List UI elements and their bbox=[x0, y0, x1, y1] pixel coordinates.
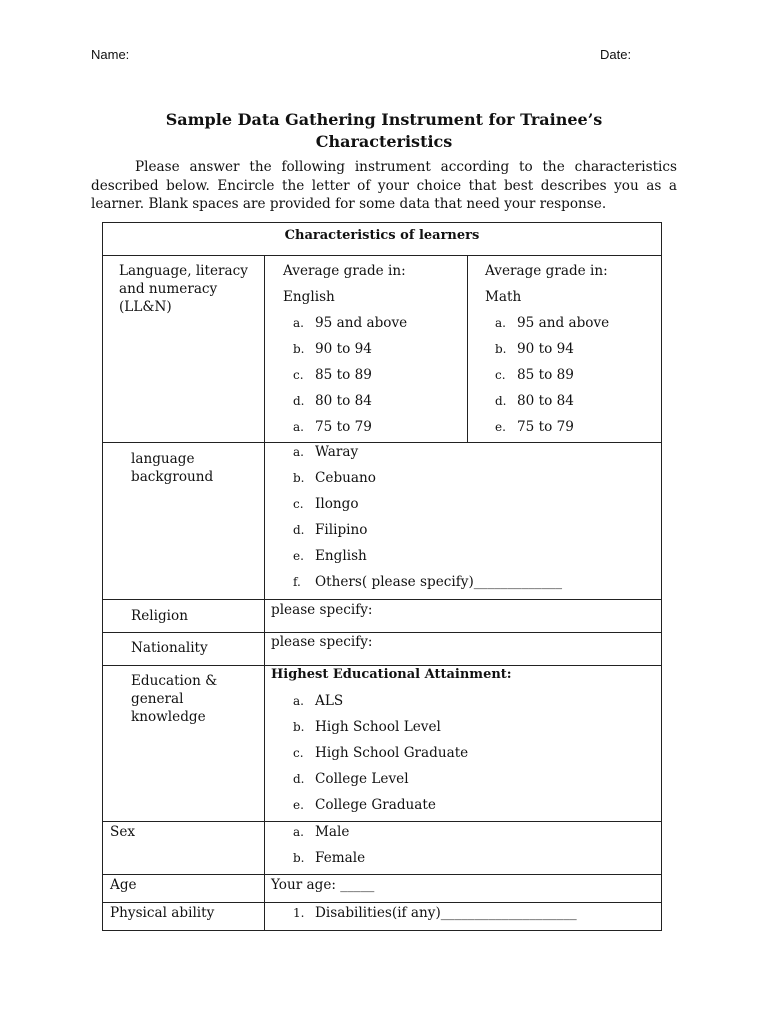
option-item[interactable] bbox=[293, 692, 656, 718]
english-grade-options bbox=[293, 314, 463, 444]
math-grade-options bbox=[495, 314, 659, 444]
option-item[interactable] bbox=[293, 443, 653, 469]
option-text: High School Level bbox=[315, 719, 441, 735]
option-letter: b. bbox=[293, 471, 305, 485]
age-field[interactable]: Your age: _____ bbox=[271, 877, 375, 893]
title-line-1: Sample Data Gathering Instrument for Trainee’s bbox=[165, 110, 603, 129]
option-text: Female bbox=[315, 850, 366, 866]
option-text: 80 to 84 bbox=[315, 393, 372, 409]
option-letter: b. bbox=[293, 720, 305, 734]
option-letter: a. bbox=[293, 825, 304, 839]
option-letter: a. bbox=[293, 445, 304, 459]
date-label: Date: bbox=[600, 47, 632, 62]
option-item[interactable] bbox=[293, 849, 653, 875]
option-text: ALS bbox=[315, 693, 344, 709]
english-grade-column bbox=[283, 262, 463, 444]
option-text: 75 to 79 bbox=[517, 419, 574, 435]
option-item[interactable] bbox=[293, 796, 656, 822]
option-letter: e. bbox=[293, 798, 304, 812]
option-text: 80 to 84 bbox=[517, 393, 574, 409]
option-text: Cebuano bbox=[315, 470, 376, 486]
option-text: 95 and above bbox=[315, 315, 408, 331]
option-text: Others( please specify)_____________ bbox=[315, 574, 563, 590]
option-text: College Level bbox=[315, 771, 409, 787]
option-item[interactable] bbox=[293, 366, 463, 392]
option-text: 90 to 94 bbox=[315, 341, 372, 357]
table-rule bbox=[102, 902, 662, 903]
option-text: Male bbox=[315, 824, 350, 840]
option-letter: f. bbox=[293, 575, 301, 589]
physical-ability-options bbox=[293, 904, 658, 930]
option-letter: a. bbox=[293, 316, 304, 330]
math-grade-column bbox=[485, 262, 659, 444]
option-item[interactable] bbox=[293, 392, 463, 418]
option-item[interactable] bbox=[293, 521, 653, 547]
option-letter: e. bbox=[495, 420, 506, 434]
option-letter: a. bbox=[293, 420, 304, 434]
option-item[interactable] bbox=[293, 904, 658, 930]
option-item[interactable] bbox=[293, 418, 463, 444]
option-text: Ilongo bbox=[315, 496, 359, 512]
sex-options-cell bbox=[293, 823, 653, 875]
name-label: Name: bbox=[91, 47, 130, 62]
option-letter: d. bbox=[293, 394, 305, 408]
option-letter: a. bbox=[495, 316, 506, 330]
option-text: Waray bbox=[315, 444, 359, 460]
option-item[interactable] bbox=[293, 469, 653, 495]
table-column-rule bbox=[264, 255, 265, 931]
math-grade-title: Average grade in: bbox=[485, 263, 608, 279]
nationality-label: Nationality bbox=[131, 640, 208, 656]
option-letter: c. bbox=[293, 368, 304, 382]
option-text: 85 to 89 bbox=[517, 367, 574, 383]
option-text: English bbox=[315, 548, 367, 564]
education-options-cell bbox=[271, 666, 656, 822]
title-line-2: Characteristics bbox=[315, 132, 453, 151]
option-item[interactable] bbox=[495, 366, 659, 392]
option-text: High School Graduate bbox=[315, 745, 469, 761]
language-options-cell bbox=[293, 443, 653, 599]
option-item[interactable] bbox=[293, 547, 653, 573]
option-text: 95 and above bbox=[517, 315, 610, 331]
option-item[interactable] bbox=[293, 573, 653, 599]
education-heading: Highest Educational Attainment: bbox=[271, 667, 512, 682]
english-subject: English bbox=[283, 289, 335, 305]
language-options bbox=[293, 443, 653, 599]
education-label: Education & general knowledge bbox=[131, 673, 218, 725]
instructions-text: Please answer the following instrument according to the characteristics described below. Encircle the letter of your choice that best describes you as a learner. Blank spaces are provided for some data that need your response. bbox=[91, 159, 677, 212]
option-item[interactable] bbox=[293, 495, 653, 521]
nationality-field[interactable]: please specify: bbox=[271, 634, 373, 650]
option-item[interactable] bbox=[293, 744, 656, 770]
sex-label: Sex bbox=[110, 824, 136, 840]
language-background-label: language background bbox=[131, 451, 214, 485]
option-letter: d. bbox=[495, 394, 507, 408]
table-heading: Characteristics of learners bbox=[284, 228, 480, 243]
option-text: Disabilities(if any)____________________ bbox=[315, 905, 577, 921]
llnumeracy-label: Language, literacy and numeracy (LL&N) bbox=[119, 263, 248, 315]
english-grade-title: Average grade in: bbox=[283, 263, 406, 279]
option-item[interactable] bbox=[495, 392, 659, 418]
religion-field[interactable]: please specify: bbox=[271, 602, 373, 618]
option-item[interactable] bbox=[293, 770, 656, 796]
option-letter: c. bbox=[293, 746, 304, 760]
instructions-paragraph bbox=[91, 158, 677, 214]
option-letter: d. bbox=[293, 772, 305, 786]
option-item[interactable] bbox=[495, 340, 659, 366]
option-letter: c. bbox=[495, 368, 506, 382]
option-text: 75 to 79 bbox=[315, 419, 372, 435]
education-options bbox=[293, 692, 656, 822]
option-text: College Graduate bbox=[315, 797, 436, 813]
option-letter: b. bbox=[495, 342, 507, 356]
option-item[interactable] bbox=[293, 340, 463, 366]
option-letter: b. bbox=[293, 851, 305, 865]
option-text: Filipino bbox=[315, 522, 368, 538]
table-rule bbox=[102, 255, 662, 256]
table-column-rule bbox=[467, 255, 468, 442]
sex-options bbox=[293, 823, 653, 875]
physical-ability-cell bbox=[293, 904, 658, 930]
option-text: 90 to 94 bbox=[517, 341, 574, 357]
document-title bbox=[100, 109, 668, 153]
age-label: Age bbox=[110, 877, 137, 893]
option-item[interactable] bbox=[495, 314, 659, 340]
option-item[interactable] bbox=[293, 823, 653, 849]
option-item[interactable] bbox=[495, 418, 659, 444]
option-item[interactable] bbox=[293, 314, 463, 340]
option-letter: b. bbox=[293, 342, 305, 356]
option-letter: e. bbox=[293, 549, 304, 563]
option-text: 85 to 89 bbox=[315, 367, 372, 383]
religion-label: Religion bbox=[131, 608, 188, 624]
option-letter: 1. bbox=[293, 906, 305, 920]
option-letter: a. bbox=[293, 694, 304, 708]
option-letter: d. bbox=[293, 523, 305, 537]
option-letter: c. bbox=[293, 497, 304, 511]
math-subject: Math bbox=[485, 289, 522, 305]
option-item[interactable] bbox=[293, 718, 656, 744]
table-rule bbox=[102, 599, 662, 600]
physical-ability-label: Physical ability bbox=[110, 905, 215, 921]
